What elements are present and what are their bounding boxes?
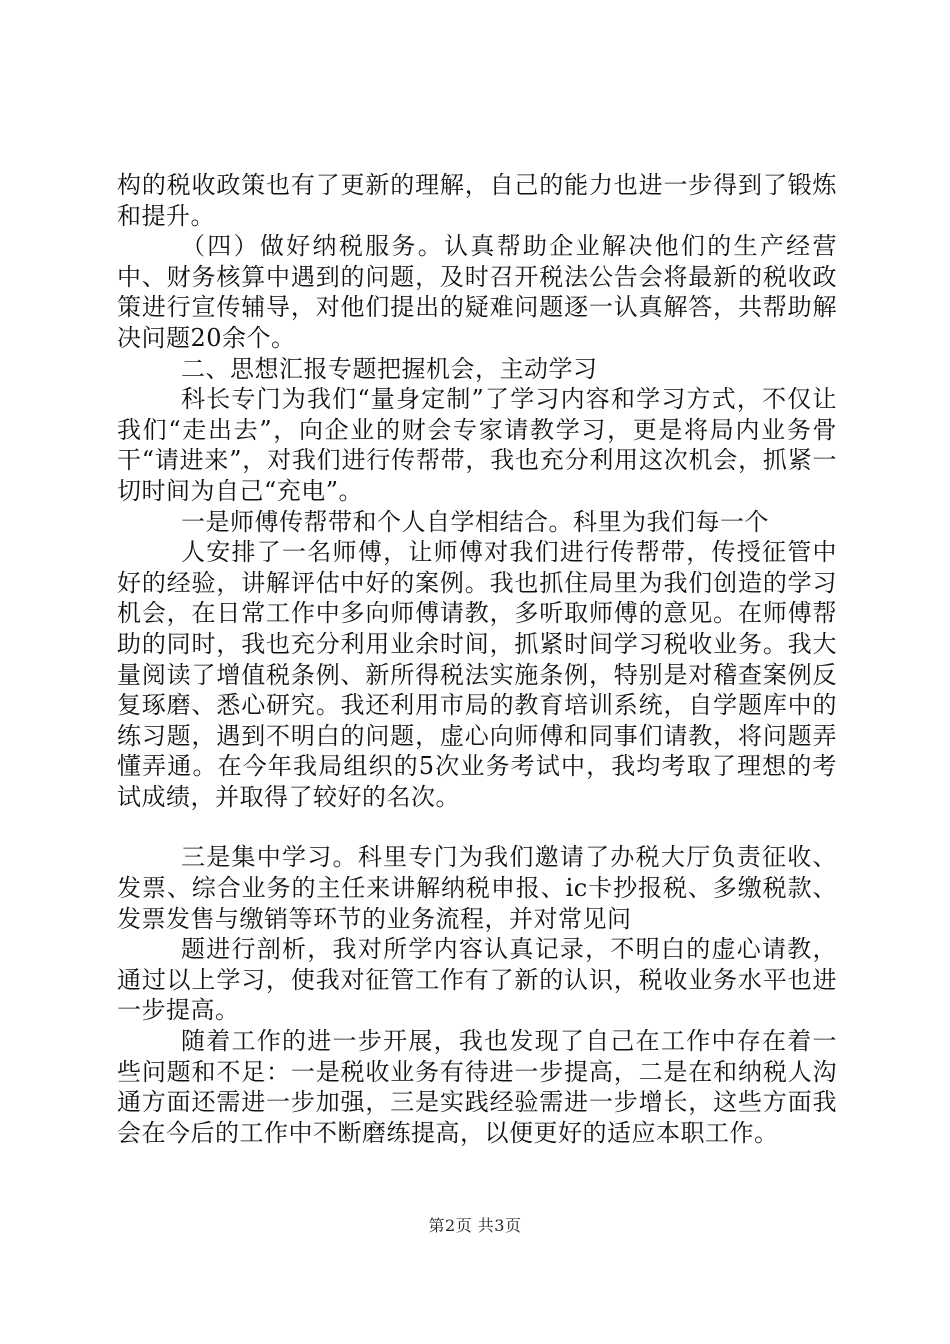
paragraph-gap [117,812,837,842]
document-body [117,170,837,1148]
paragraph-custom-learning: 科长专门为我们“量身定制”了学习内容和学习方式，不仅让我们“走出去”，向企业的财会专家请教学习，更是将局内业务骨干“请进来”，对我们进行传帮带，我也充分利用这次机会，抓紧一切时间为自己“充电”。 [117,385,837,505]
paragraph-learning-result: 题进行剖析，我对所学内容认真记录，不明白的虚心请教，通过以上学习，使我对征管工作有了新的认识，税收业务水平也进一步提高。 [117,935,837,1025]
paragraph-mentor-intro: 一是师傅传帮带和个人自学相结合。科里为我们每一个 [181,507,769,536]
section-heading-learning: 二、思想汇报专题把握机会，主动学习 [181,354,598,383]
paragraph-mentor-detail: 人安排了一名师傅，让师傅对我们进行传帮带，传授征管中好的经验，讲解评估中好的案例。我也抓住局里为我们创造的学习机会，在日常工作中多向师傅请教，多听取师傅的意见。在师傅帮助的同时，我也充分利用业余时间，抓紧时间学习税收业务。我大量阅读了增值税条例、新所得税法实施条例，特别是对稽查案例反复琢磨、悉心研究。我还利用市局的教育培训系统，自学题库中的练习题，遇到不明白的问题，虚心向师傅和同事们请教，将问题弄懂弄通。在今年我局组织的5次业务考试中，我均考取了理想的考试成绩，并取得了较好的名次。 [117,538,837,811]
page-footer: 第2页 共3页 [428,1216,522,1235]
paragraph-shortcomings: 随着工作的进一步开展，我也发现了自己在工作中存在着一些问题和不足：一是税收业务有待进一步提高，二是在和纳税人沟通方面还需进一步加强，三是实践经验需进一步增长，这些方面我会在今后的工作中不断磨练提高，以便更好的适应本职工作。 [117,1027,837,1147]
paragraph-focused-learning: 三是集中学习。科里专门为我们邀请了办税大厅负责征收、发票、综合业务的主任来讲解纳税申报、ic卡抄报税、多缴税款、发票发售与缴销等环节的业务流程，并对常见问 [117,843,837,933]
paragraph-continuation: 构的税收政策也有了更新的理解，自己的能力也进一步得到了锻炼和提升。 [117,171,837,230]
paragraph-tax-service: （四）做好纳税服务。认真帮助企业解决他们的生产经营中、财务核算中遇到的问题，及时召开税法公告会将最新的税收政策进行宣传辅导，对他们提出的疑难问题逐一认真解答，共帮助解决问题20余个。 [117,232,837,352]
